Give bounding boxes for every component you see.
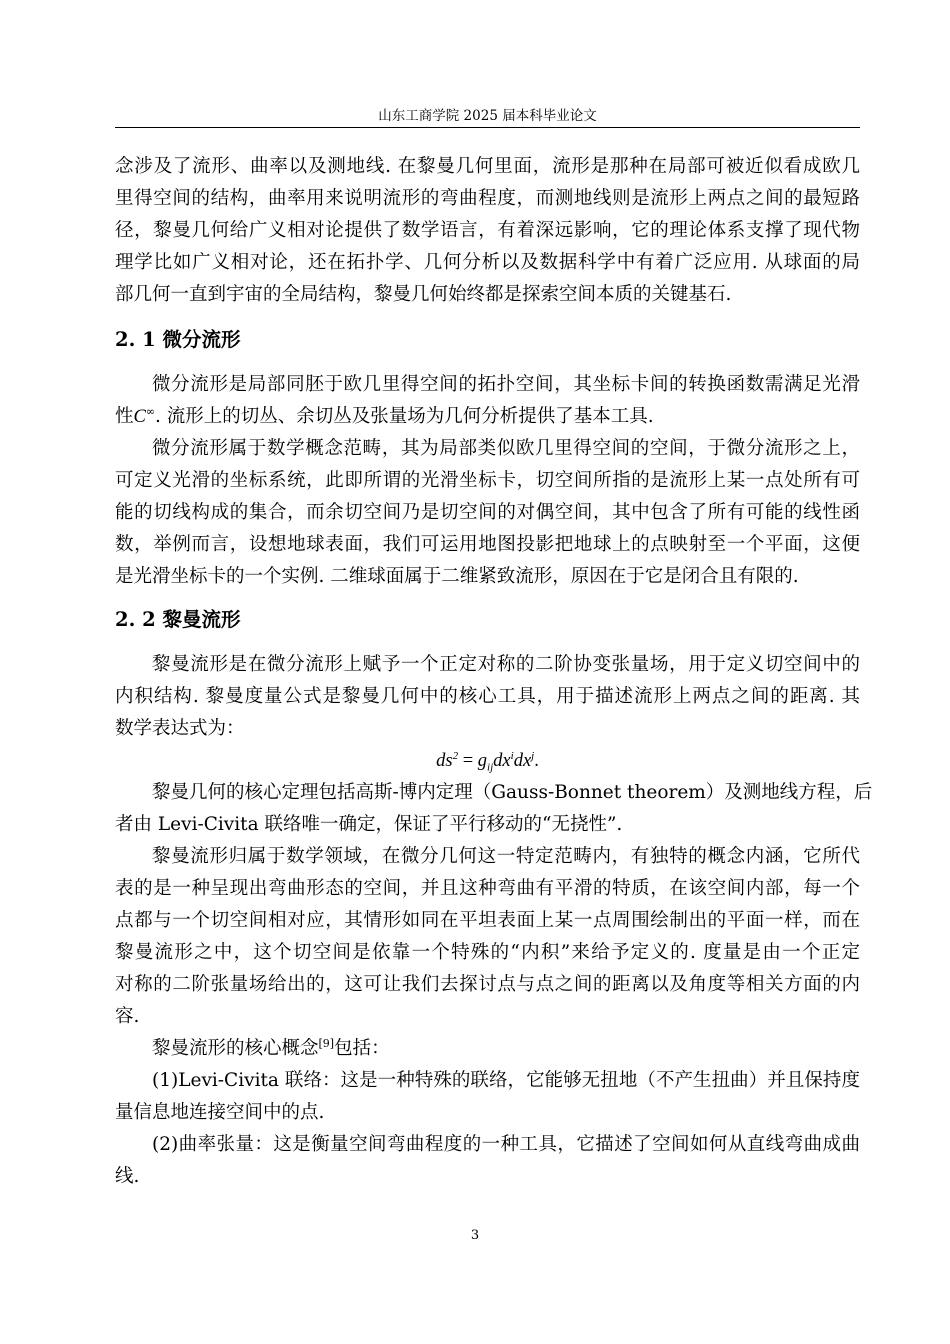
text-span: . 流形上的切丛、余切丛及张量场为几何分析提供了基本工具. — [155, 406, 654, 427]
text-span: 黎曼流形的核心概念 — [152, 1038, 319, 1059]
text-line: 对称的二阶张量场给出的，这可让我们去探讨点与点之间的距离以及角度等相关方面的内 — [115, 974, 860, 995]
intro-paragraph — [115, 151, 860, 311]
list-item-line: (1)Levi-Civita 联络：这是一种特殊的联络，它能够无扭地（不产生扭曲）并且保持度 — [152, 1070, 860, 1091]
text-span: 包括： — [334, 1038, 390, 1059]
text-line: 可定义光滑的坐标系统，此即所谓的光滑坐标卡，切空间所指的是流形上某一点处所有可 — [115, 470, 860, 491]
math-infinity: ∞ — [145, 404, 156, 418]
formula-part: = — [458, 751, 478, 771]
text-line: 能的切线构成的集合，而余切空间乃是切空间的对偶空间，其中包含了所有可能的线性函 — [115, 502, 860, 523]
text-line — [115, 401, 860, 433]
text-line: 表的是一种呈现出弯曲形态的空间，并且这种弯曲有平滑的特质，在该空间内部，每一个 — [115, 878, 860, 899]
section-heading-2-1: 2. 1 微分流形 — [115, 328, 241, 351]
text-line: 黎曼几何的核心定理包括高斯-博内定理（Gauss-Bonnet theorem）及测地线方程，后 — [152, 782, 873, 803]
formula-part: ds — [436, 751, 453, 771]
text-line: 径，黎曼几何给广义相对论提供了数学语言，有着深远影响，它的理论体系支撑了现代物 — [115, 220, 860, 241]
text-line: 理学比如广义相对论，还在拓扑学、几何分析以及数据科学中有着广泛应用. 从球面的局 — [115, 252, 860, 273]
formula-sup: i — [510, 749, 514, 762]
text-line: 容. — [115, 1006, 140, 1027]
text-line: 点都与一个切空间相对应，其情形如同在平坦表面上某一点周围绘制出的平面一样，而在 — [115, 910, 860, 931]
text-line: 微分流形属于数学概念范畴，其为局部类似欧几里得空间的空间，于微分流形之上， — [152, 438, 860, 459]
list-item-line: 量信息地连接空间中的点. — [115, 1102, 325, 1123]
text-line — [115, 1033, 860, 1065]
formula-sup: j — [531, 749, 535, 762]
metric-formula — [115, 745, 860, 777]
text-line: 黎曼流形之中，这个切空间是依靠一个特殊的“内积”来给予定义的. 度量是由一个正定 — [115, 942, 860, 963]
formula-sup: 2 — [452, 749, 459, 762]
text-line: 是光滑坐标卡的一个实例. 二维球面属于二维紧致流形，原因在于它是闭合且有限的. — [115, 566, 799, 587]
text-line: 里得空间的结构，曲率用来说明流形的弯曲程度，而测地线则是流形上两点之间的最短路 — [115, 188, 860, 209]
text-line: 念涉及了流形、曲率以及测地线. 在黎曼几何里面，流形是那种在局部可被近似看成欧几 — [115, 156, 860, 177]
section-heading-2-2: 2. 2 黎曼流形 — [115, 608, 241, 631]
list-item-line: 线. — [115, 1166, 140, 1187]
formula-part: dx — [493, 751, 511, 771]
text-line: 部几何一直到宇宙的全局结构，黎曼几何始终都是探索空间本质的关键基石. — [115, 284, 732, 305]
formula-part: . — [534, 751, 539, 771]
text-line: 黎曼流形是在微分流形上赋予一个正定对称的二阶协变张量场，用于定义切空间中的 — [152, 654, 860, 675]
formula-sub: ij — [487, 761, 494, 774]
text-line: 内积结构. 黎曼度量公式是黎曼几何中的核心工具，用于描述流形上两点之间的距离. 其 — [115, 686, 860, 707]
text-span: 性 — [115, 406, 134, 427]
header-rule — [115, 127, 860, 128]
section-2-2-body — [115, 649, 873, 1193]
formula-part: g — [477, 751, 488, 771]
text-line: 黎曼流形归属于数学领域，在微分几何这一特定范畴内，有独特的概念内涵，它所代 — [152, 846, 860, 867]
math-c: C — [133, 407, 146, 427]
list-item-line: (2)曲率张量：这是衡量空间弯曲程度的一种工具，它描述了空间如何从直线弯曲成曲 — [152, 1134, 860, 1155]
page-number: 3 — [470, 1228, 480, 1243]
citation-ref[interactable]: [9] — [318, 1036, 335, 1050]
text-line: 数，举例而言，设想地球表面，我们可运用地图投影把地球上的点映射至一个平面，这便 — [115, 534, 860, 555]
section-2-1-body — [115, 369, 860, 593]
text-line: 者由 Levi-Civita 联络唯一确定，保证了平行移动的“无挠性”. — [115, 814, 623, 835]
text-line: 数学表达式为： — [115, 718, 245, 739]
formula-part: dx — [513, 751, 532, 771]
running-header: 山东工商学院 2025 届本科毕业论文 — [378, 108, 597, 124]
text-line: 微分流形是局部同胚于欧几里得空间的拓扑空间，其坐标卡间的转换函数需满足光滑 — [152, 374, 860, 395]
